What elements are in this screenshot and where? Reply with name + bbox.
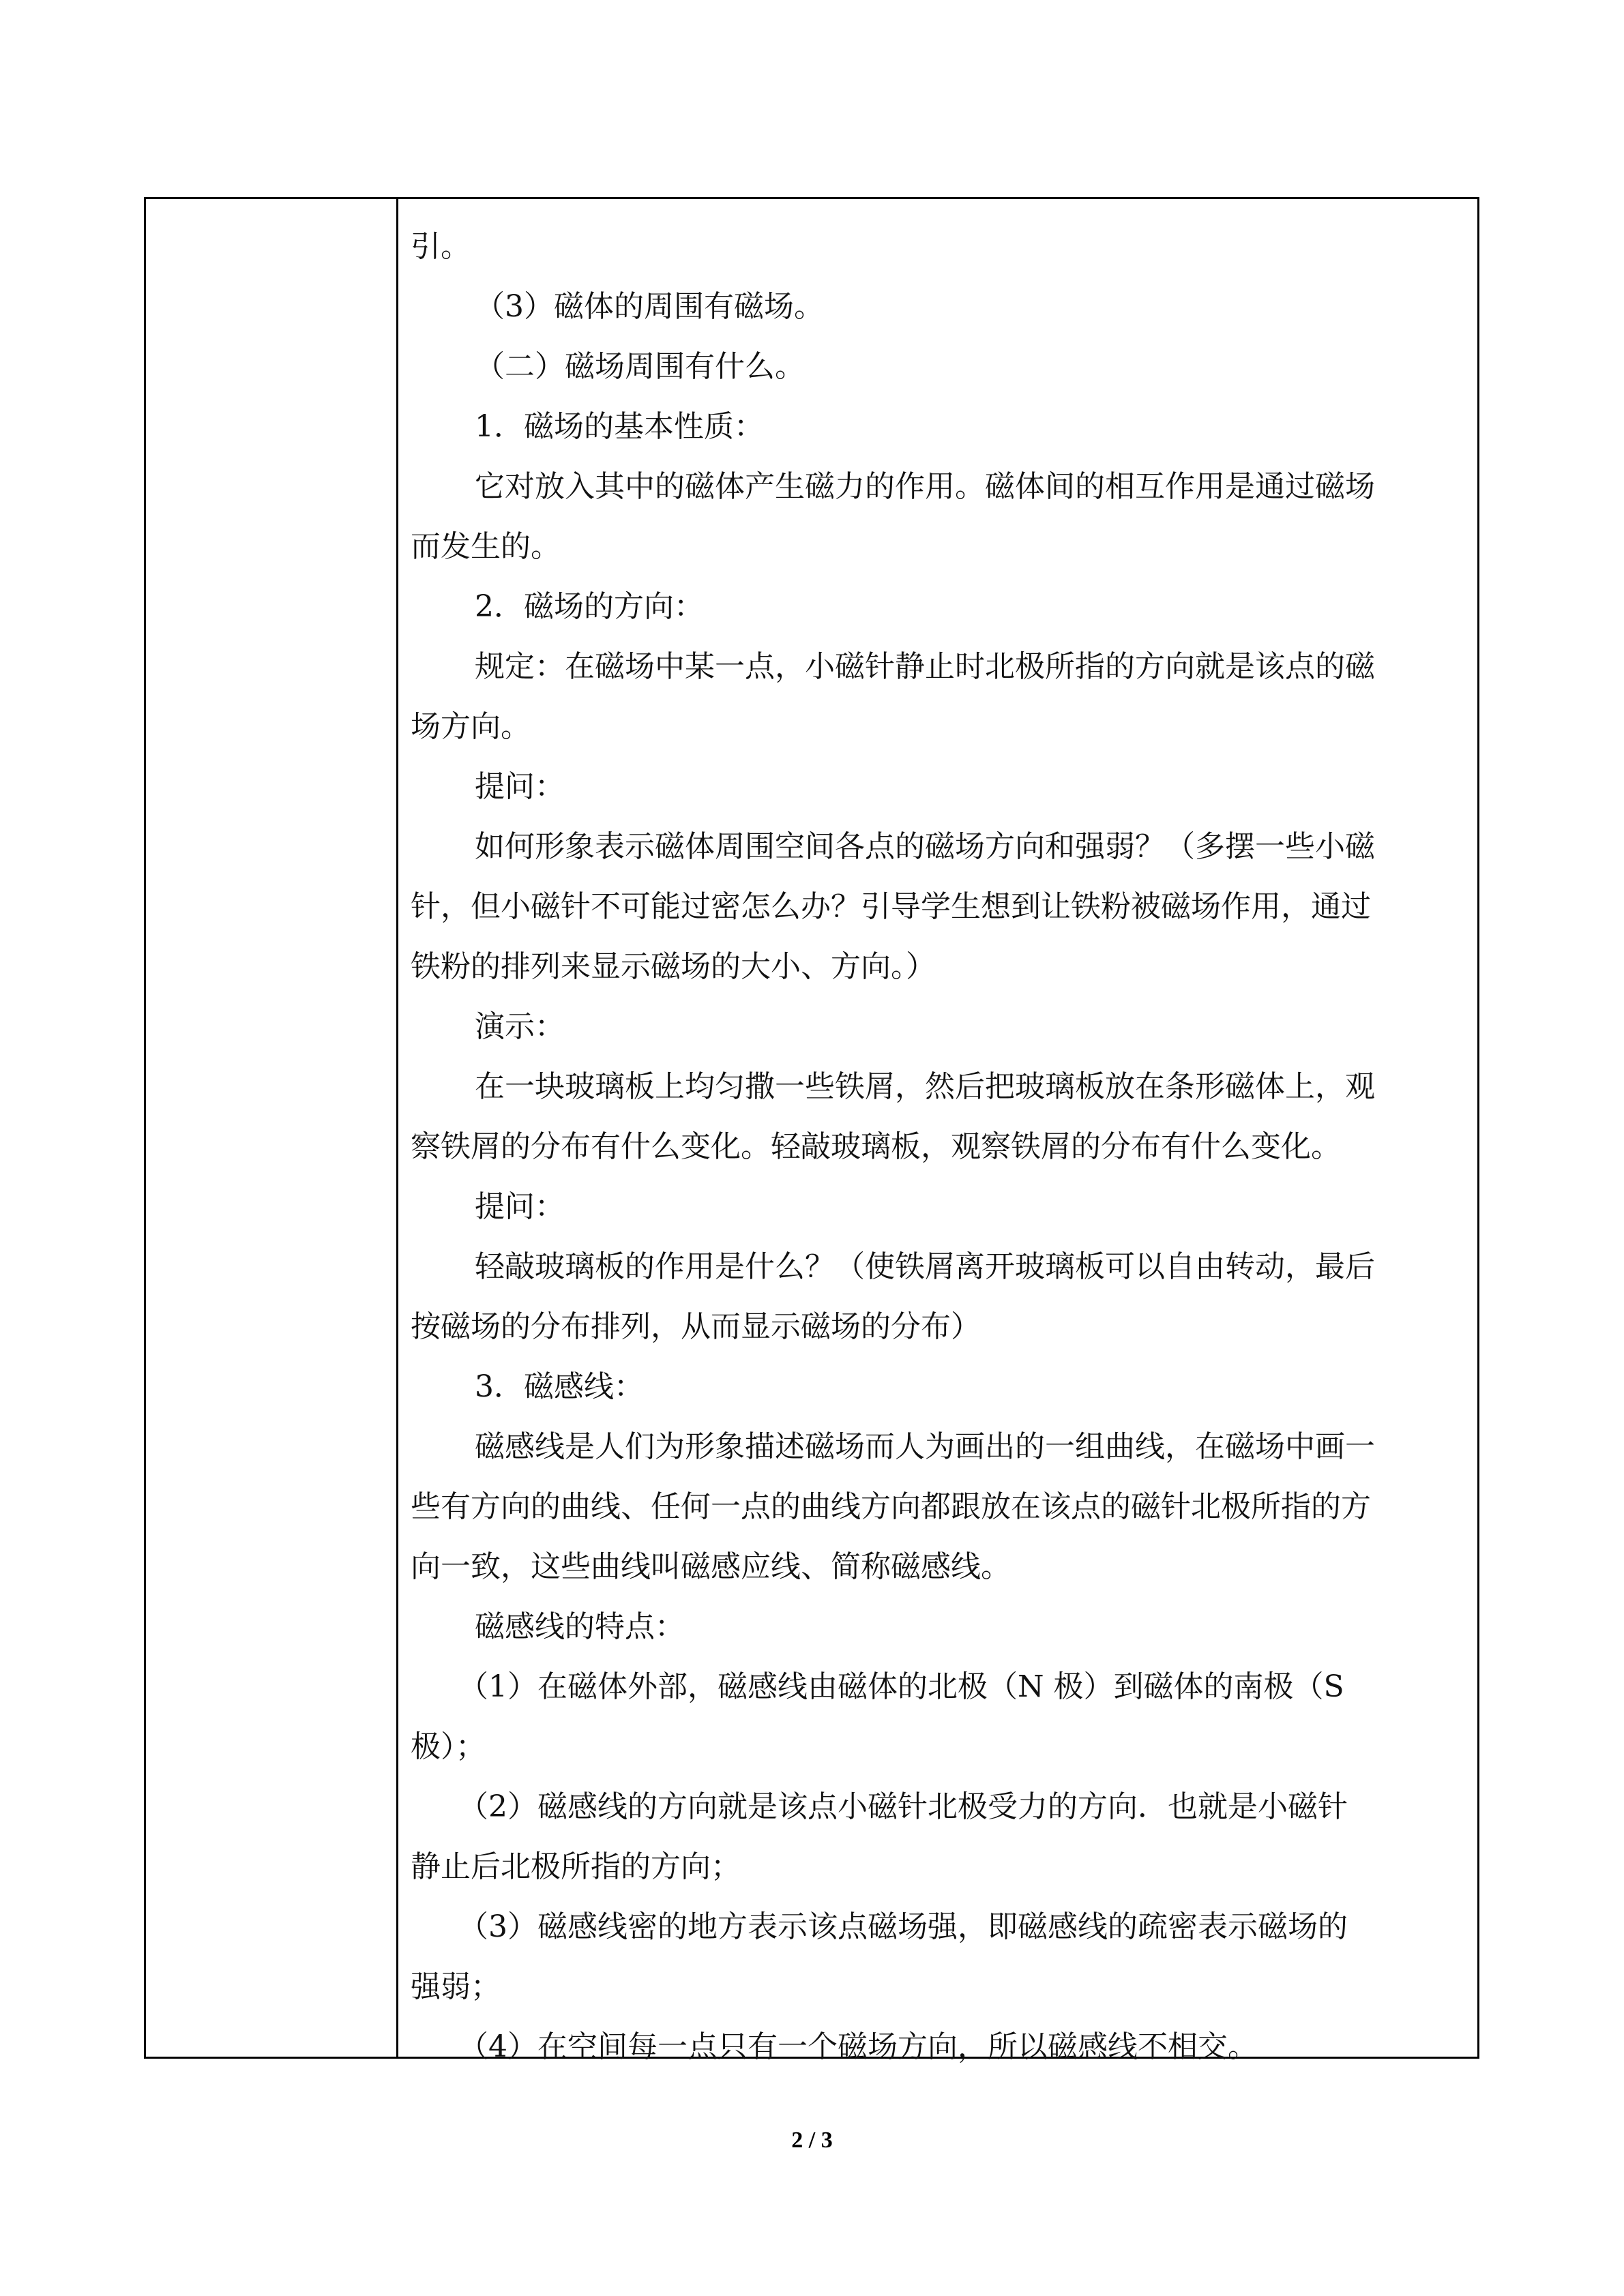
text-line: 场方向。: [411, 709, 531, 744]
left-column-cell: [146, 199, 396, 2057]
text-line: 些有方向的曲线、任何一点的曲线方向都跟放在该点的磁针北极所指的方: [411, 1489, 1371, 1524]
text-line: 针，但小磁针不可能过密怎么办？引导学生想到让铁粉被磁场作用，通过: [411, 889, 1371, 924]
text-line: 磁感线的特点：: [475, 1609, 685, 1644]
column-divider: [396, 199, 398, 2057]
text-line: 2．磁场的方向：: [475, 589, 704, 624]
text-line: 按磁场的分布排列，从而显示磁场的分布）: [411, 1309, 981, 1344]
text-line: 轻敲玻璃板的作用是什么？（使铁屑离开玻璃板可以自由转动，最后: [475, 1249, 1375, 1284]
text-line: （2）磁感线的方向就是该点小磁针北极受力的方向．也就是小磁针: [458, 1789, 1348, 1824]
text-line: 在一块玻璃板上均匀撒一些铁屑，然后把玻璃板放在条形磁体上，观: [475, 1069, 1375, 1104]
text-line: 规定：在磁场中某一点，小磁针静止时北极所指的方向就是该点的磁: [475, 649, 1375, 684]
text-line: 极）；: [411, 1729, 486, 1764]
text-line: 演示：: [475, 1009, 565, 1044]
text-line: 如何形象表示磁体周围空间各点的磁场方向和强弱？（多摆一些小磁: [475, 829, 1375, 864]
text-line: 磁感线是人们为形象描述磁场而人为画出的一组曲线，在磁场中画一: [475, 1429, 1375, 1464]
text-line: 1．磁场的基本性质：: [475, 409, 764, 444]
text-line: 而发生的。: [411, 529, 561, 564]
text-line: 提问：: [475, 1189, 565, 1224]
text-line: 强弱；: [411, 1969, 501, 2004]
page-number: 2 / 3: [791, 2128, 833, 2153]
text-line: （3）磁体的周围有磁场。: [475, 289, 824, 324]
text-line: （3）磁感线密的地方表示该点磁场强，即磁感线的疏密表示磁场的: [458, 1909, 1348, 1944]
right-column-content: [411, 217, 1466, 2077]
text-line: 察铁屑的分布有什么变化。轻敲玻璃板，观察铁屑的分布有什么变化。: [411, 1129, 1341, 1164]
text-line: 提问：: [475, 769, 565, 804]
text-line: （4）在空间每一点只有一个磁场方向，所以磁感线不相交。: [458, 2029, 1258, 2064]
text-line: 引。: [411, 229, 471, 264]
text-line: （1）在磁体外部，磁感线由磁体的北极（N 极）到磁体的南极（S: [458, 1669, 1344, 1704]
text-line: 向一致，这些曲线叫磁感应线、简称磁感线。: [411, 1549, 1011, 1584]
text-line: 它对放入其中的磁体产生磁力的作用。磁体间的相互作用是通过磁场: [475, 469, 1375, 504]
text-line: （二）磁场周围有什么。: [475, 349, 805, 384]
text-line: 3．磁感线：: [475, 1369, 644, 1404]
text-line: 铁粉的排列来显示磁场的大小、方向。）: [411, 949, 936, 984]
text-line: 静止后北极所指的方向；: [411, 1849, 741, 1884]
lesson-table: [144, 197, 1479, 2064]
